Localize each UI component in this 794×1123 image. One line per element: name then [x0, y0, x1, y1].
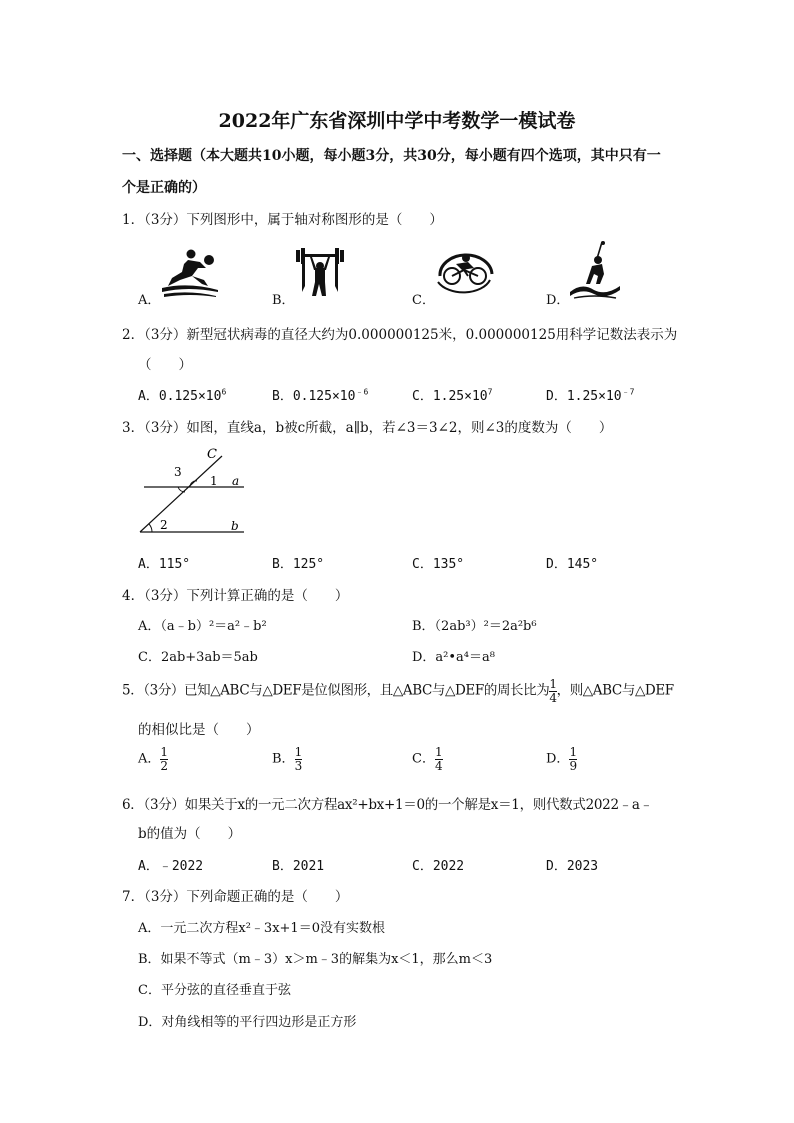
golfer-icon	[566, 240, 622, 300]
q1-option-d-label: D．	[546, 293, 570, 308]
label-c: C	[207, 447, 217, 462]
q1-option-c-label: C．	[412, 293, 435, 308]
q1-stem: 1．（3分）下列图形中，属于轴对称图形的是（ ）	[122, 212, 443, 228]
label-a: a	[232, 474, 240, 488]
section-heading-line1: 一、选择题（本大题共10小题，每小题3分，共30分，每小题有四个选项，其中只有一	[122, 148, 661, 164]
q5-option-d: D． $\frac{1}{9}$	[546, 745, 578, 773]
label-angle-3: 3	[174, 465, 182, 479]
q6-stem-line2: b的值为（ ）	[138, 826, 242, 842]
label-b: b	[231, 519, 239, 533]
q4-stem: 4．（3分）下列计算正确的是（ ）	[122, 588, 349, 604]
q1-option-b-label: B．	[272, 293, 295, 308]
q2-option-b: B．$0.125\times 10^{﹣6}$	[272, 387, 369, 404]
q6-option-a: A．﹣2022	[138, 859, 204, 874]
q4-option-b: B．（2ab³）²＝2a²b⁶	[412, 619, 537, 634]
q5-option-a: A． $\frac{1}{2}$	[138, 745, 169, 773]
q4-option-a: A．（a﹣b）²＝a²﹣b²	[138, 619, 267, 634]
q6-option-c: C．2022	[412, 859, 465, 874]
section-heading-line2: 个是正确的）	[122, 180, 206, 196]
weightlifter-icon	[294, 246, 346, 298]
q3-stem: 3．（3分）如图，直线a，b被c所截，a∥b，若∠3＝3∠2，则∠3的度数为（ ）	[122, 420, 613, 436]
q7-option-b: B．如果不等式（m﹣3）x＞m﹣3的解集为x＜1，那么m＜3	[138, 952, 493, 967]
q3-option-d: D．145°	[546, 557, 599, 572]
q2-option-d: D．$1.25\times 10^{﹣7}$	[546, 387, 635, 404]
q3-option-b: B．125°	[272, 557, 325, 572]
q7-option-a: A．一元二次方程x²﹣3x+1＝0没有实数根	[138, 921, 385, 936]
q2-stem-line2: （ ）	[138, 357, 192, 373]
label-angle-2: 2	[160, 518, 168, 532]
label-angle-1: 1	[210, 474, 218, 488]
q7-option-c: C．平分弦的直径垂直于弦	[138, 983, 291, 998]
q6-option-d: D．2023	[546, 859, 599, 874]
q6-stem-line1: 6．（3分）如果关于x的一元二次方程ax²+bx+1＝0的一个解是x＝1，则代数式2022﹣a﹣	[122, 797, 653, 813]
q5-stem-line1: 5．（3分）已知△ABC与△DEF是位似图形，且△ABC与△DEF的周长比为 $\frac{1}{4}$ ，则△ABC与△DEF	[122, 677, 674, 705]
cyclist-icon	[432, 246, 498, 296]
q3-option-a: A．115°	[138, 557, 191, 572]
q5-stem-line2: 的相似比是（ ）	[138, 722, 260, 738]
q5-perimeter-ratio: $\frac{1}{4}$	[549, 677, 557, 705]
q2-stem-line1: 2．（3分）新型冠状病毒的直径大约为0.000000125米，0.000000125用科学记数法表示为	[122, 327, 678, 343]
q1-option-a-label: A．	[138, 293, 161, 308]
q3-option-c: C．135°	[412, 557, 465, 572]
q4-option-d: D．a²•a⁴＝a⁸	[412, 650, 495, 665]
q7-stem: 7．（3分）下列命题正确的是（ ）	[122, 889, 349, 905]
q2-option-a: A．$0.125\times 10^6$	[138, 387, 227, 404]
q5-option-c: C． $\frac{1}{4}$	[412, 745, 443, 773]
q4-option-c: C．2ab+3ab＝5ab	[138, 650, 258, 665]
volleyball-athlete-icon	[158, 246, 222, 298]
q2-option-c: C．$1.25\times 10^7$	[412, 387, 493, 404]
page-title: 2022年广东省深圳中学中考数学一模试卷	[218, 110, 576, 132]
q7-option-d: D．对角线相等的平行四边形是正方形	[138, 1015, 357, 1030]
q5-option-b: B． $\frac{1}{3}$	[272, 745, 303, 773]
q6-option-b: B．2021	[272, 859, 325, 874]
q3-parallel-lines-figure	[134, 446, 254, 536]
